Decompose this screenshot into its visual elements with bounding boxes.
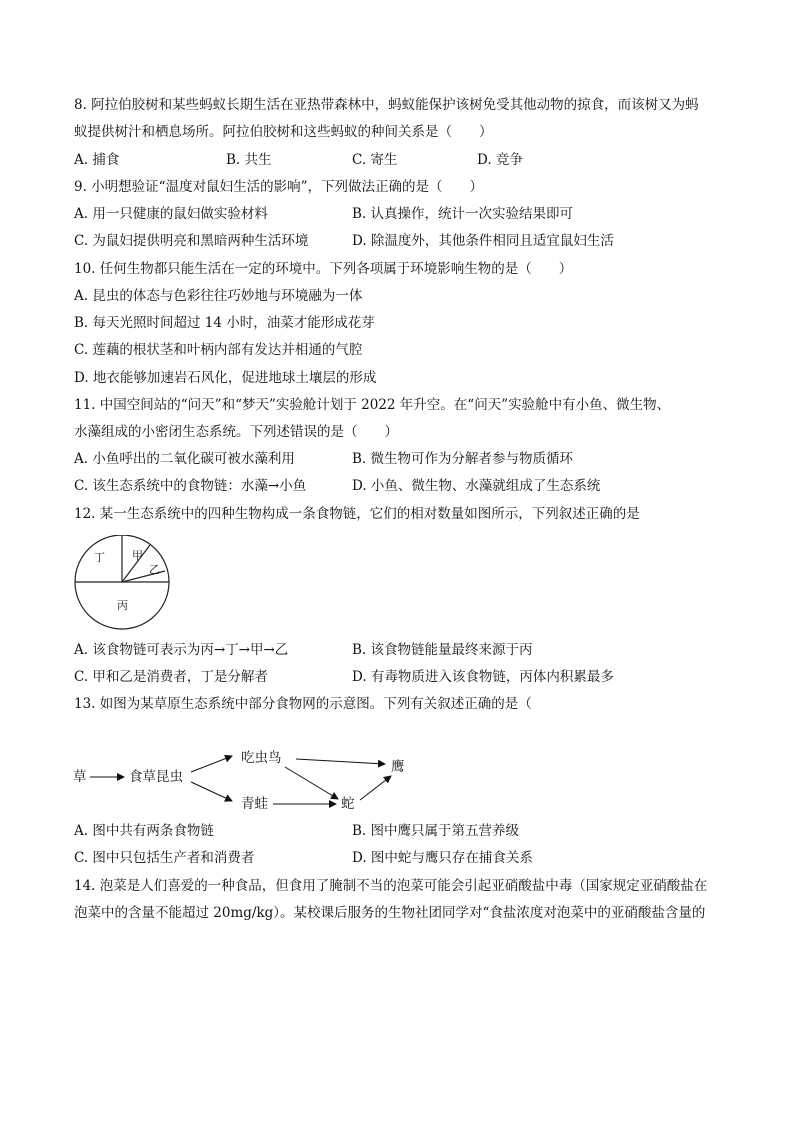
q11-option-c: C. 该生态系统中的食物链：水藻→小鱼 [74,478,307,494]
q12-option-d: D. 有毒物质进入该食物链，丙体内积累最多 [352,669,614,685]
foodweb-grass: 草 [73,769,87,785]
q11-option-d: D. 小鱼、微生物、水藻就组成了生态系统 [352,478,601,494]
arrow-bird-snake [285,767,338,799]
q8-option-a: A. 捕食 [74,152,120,168]
q8-stem-line1: 8. 阿拉伯胶树和某些蚂蚁长期生活在亚热带森林中，蚂蚁能保护该树免受其他动物的掠食，而该树又为蚂 [74,97,699,113]
arrow-snake-eagle [360,776,391,800]
q11-stem-line1: 11. 中国空间站的“问天”和“梦天”实验舱计划于 2022 年升空。在“问天”实验舱中有小鱼、微生物、 [74,397,671,413]
q12-stem: 12. 某一生态系统中的四种生物构成一条食物链，它们的相对数量如图所示，下列叙述正确的是 [74,506,640,522]
q8-option-d: D. 竞争 [477,152,523,168]
q12-option-c: C. 甲和乙是消费者，丁是分解者 [74,669,268,685]
q8-option-b: B. 共生 [226,152,272,168]
pie-label-yi: 乙 [149,563,160,576]
foodweb-snake: 蛇 [341,796,355,812]
q12-option-b: B. 该食物链能量最终来源于丙 [352,642,533,658]
arrow-bird-eagle [296,759,385,764]
q12-option-a: A. 该食物链可表示为丙→丁→甲→乙 [74,642,289,658]
q9-option-d: D. 除温度外，其他条件相同且适宜鼠妇生活 [352,233,614,249]
arrow-insect-bird [191,756,232,772]
q13-option-a: A. 图中共有两条食物链 [74,823,214,839]
q9-option-b: B. 认真操作，统计一次实验结果即可 [352,206,574,222]
q13-stem: 13. 如图为某草原生态系统中部分食物网的示意图。下列有关叙述正确的是（ [74,696,532,712]
q13-option-d: D. 图中蛇与鹰只存在捕食关系 [352,850,533,866]
q10-stem: 10. 任何生物都只能生活在一定的环境中。下列各项属于环境影响生物的是（ ） [74,261,573,277]
q9-option-a: A. 用一只健康的鼠妇做实验材料 [74,206,268,222]
q10-option-c: C. 莲藕的根状茎和叶柄内部有发达并相通的气腔 [74,342,363,358]
q11-stem-line2: 水藻组成的小密闭生态系统。下列述错误的是（ ） [74,424,398,440]
pie-label-bing: 丙 [117,599,128,612]
q9-stem: 9. 小明想验证“温度对鼠妇生活的影响”，下列做法正确的是（ ） [74,179,483,195]
q9-option-c: C. 为鼠妇提供明亮和黑暗两种生活环境 [74,233,309,249]
q10-option-a: A. 昆虫的体态与色彩往往巧妙地与环境融为一体 [74,288,363,304]
q14-stem-line2: 泡菜中的含量不能超过 20mg/kg）。某校课后服务的生物社团同学对“食盐浓度对泡菜中的亚硝酸盐含量的 [74,905,706,921]
foodweb-eagle: 鹰 [391,759,405,775]
q11-option-b: B. 微生物可作为分解者参与物质循环 [352,451,574,467]
q11-option-a: A. 小鱼呼出的二氧化碳可被水藻利用 [74,451,295,467]
q12-pie-figure [72,535,172,635]
q10-option-b: B. 每天光照时间超过 14 小时，油菜才能形成花芽 [74,315,375,331]
q8-option-c: C. 寄生 [352,152,398,168]
foodweb-insect: 食草昆虫 [129,769,183,785]
foodweb-bird: 吃虫鸟 [241,750,282,766]
pie-label-jia: 甲 [132,549,143,562]
foodweb-frog: 青蛙 [241,796,268,812]
arrow-insect-frog [191,782,232,801]
q13-option-c: C. 图中只包括生产者和消费者 [74,850,255,866]
q14-stem-line1: 14. 泡菜是人们喜爱的一种食品，但食用了腌制不当的泡菜可能会引起亚硝酸盐中毒（国家规定亚硝酸盐在 [74,878,708,894]
q10-option-d: D. 地衣能够加速岩石风化，促进地球土壤层的形成 [74,370,377,386]
pie-label-ding: 丁 [94,551,105,564]
q8-stem-line2: 蚁提供树汁和栖息场所。阿拉伯胶树和这些蚂蚁的种间关系是（ ） [74,124,493,140]
q13-option-b: B. 图中鹰只属于第五营养级 [352,823,520,839]
